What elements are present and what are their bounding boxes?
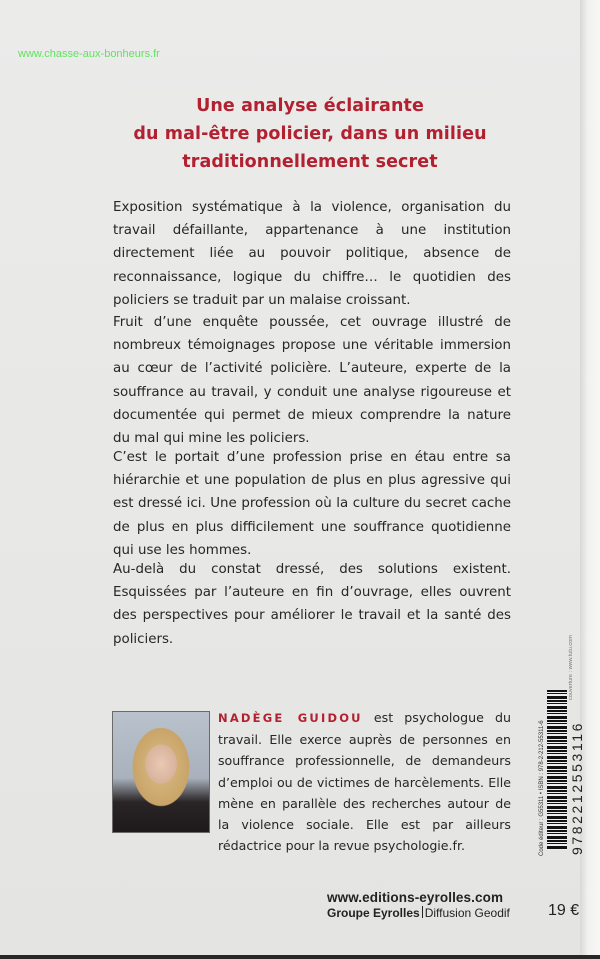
barcode-digits: 9782212553116 xyxy=(569,721,585,855)
paragraph-2: Fruit d’une enquête poussée, cet ouvrage illustré de nombreux témoignages propose une véritable immersion au cœur de l’activité policière. L’auteure, experte de la souffrance au travail, y conduit une analyse rigoureuse et documentée qui permet de mieux comprendre la nature du mal qui mine les policiers. xyxy=(113,315,511,447)
publisher-block xyxy=(327,889,510,921)
author-bio xyxy=(218,707,511,856)
paragraph-4: Au-delà du constat dressé, des solutions existent. Esquissées par l’auteure en fin d’ouvrage, elles ouvrent des perspectives pour améliorer le travail et la santé des policiers. xyxy=(113,562,511,647)
bottom-shadow-edge xyxy=(0,955,600,959)
paragraph-1: Exposition systématique à la violence, organisation du travail défaillante, appartenance à une institution directement liée au pouvoir politique, absence de reconnaissance, logique du chiffre… le quotidien des policiers se traduit par un malaise croissant. xyxy=(113,200,511,308)
headline-line-2: du mal-être policier, dans un milieu xyxy=(133,124,487,144)
price: 19 € xyxy=(548,902,580,919)
cover-credit: couverture : www.tutu.com xyxy=(568,635,574,700)
author-bio-text: est psychologue du travail. Elle exerce auprès de personnes en souffrance professionnelle, de demandeurs d’emploi ou de victimes de harcèlements. Elle mène en parallèle des recherches autour de la violence sociale. Elle est par ailleurs rédactrice pour la revue psychologie.fr. xyxy=(218,710,512,854)
paragraph-3: C’est le portait d’une profession prise en étau entre sa hiérarchie et une population de plus en plus agressive qui est dressé ici. Une profession où la culture du secret cache de plus en plus difficilement une souffrance quotidienne qui use les hommes. xyxy=(113,450,511,558)
author-name: NADÈGE GUIDOU xyxy=(218,711,363,725)
separator xyxy=(422,906,423,918)
publisher-distribution: Diffusion Geodif xyxy=(424,906,510,920)
author-photo xyxy=(112,711,210,833)
publisher-url[interactable]: www.editions-eyrolles.com xyxy=(327,890,504,905)
publisher-group-line xyxy=(327,906,510,921)
watermark-link[interactable]: www.chasse-aux-bonheurs.fr xyxy=(18,48,160,60)
headline-line-3: traditionnellement secret xyxy=(182,152,438,172)
barcode-code-line: Code éditeur : G55311 • ISBN : 978-2-212-55311-6 xyxy=(539,720,545,856)
barcode-bars-icon xyxy=(547,690,567,850)
publisher-group: Groupe Eyrolles xyxy=(327,906,420,920)
headline-line-1: Une analyse éclairante xyxy=(196,96,424,116)
headline xyxy=(120,92,500,176)
barcode xyxy=(539,690,585,870)
